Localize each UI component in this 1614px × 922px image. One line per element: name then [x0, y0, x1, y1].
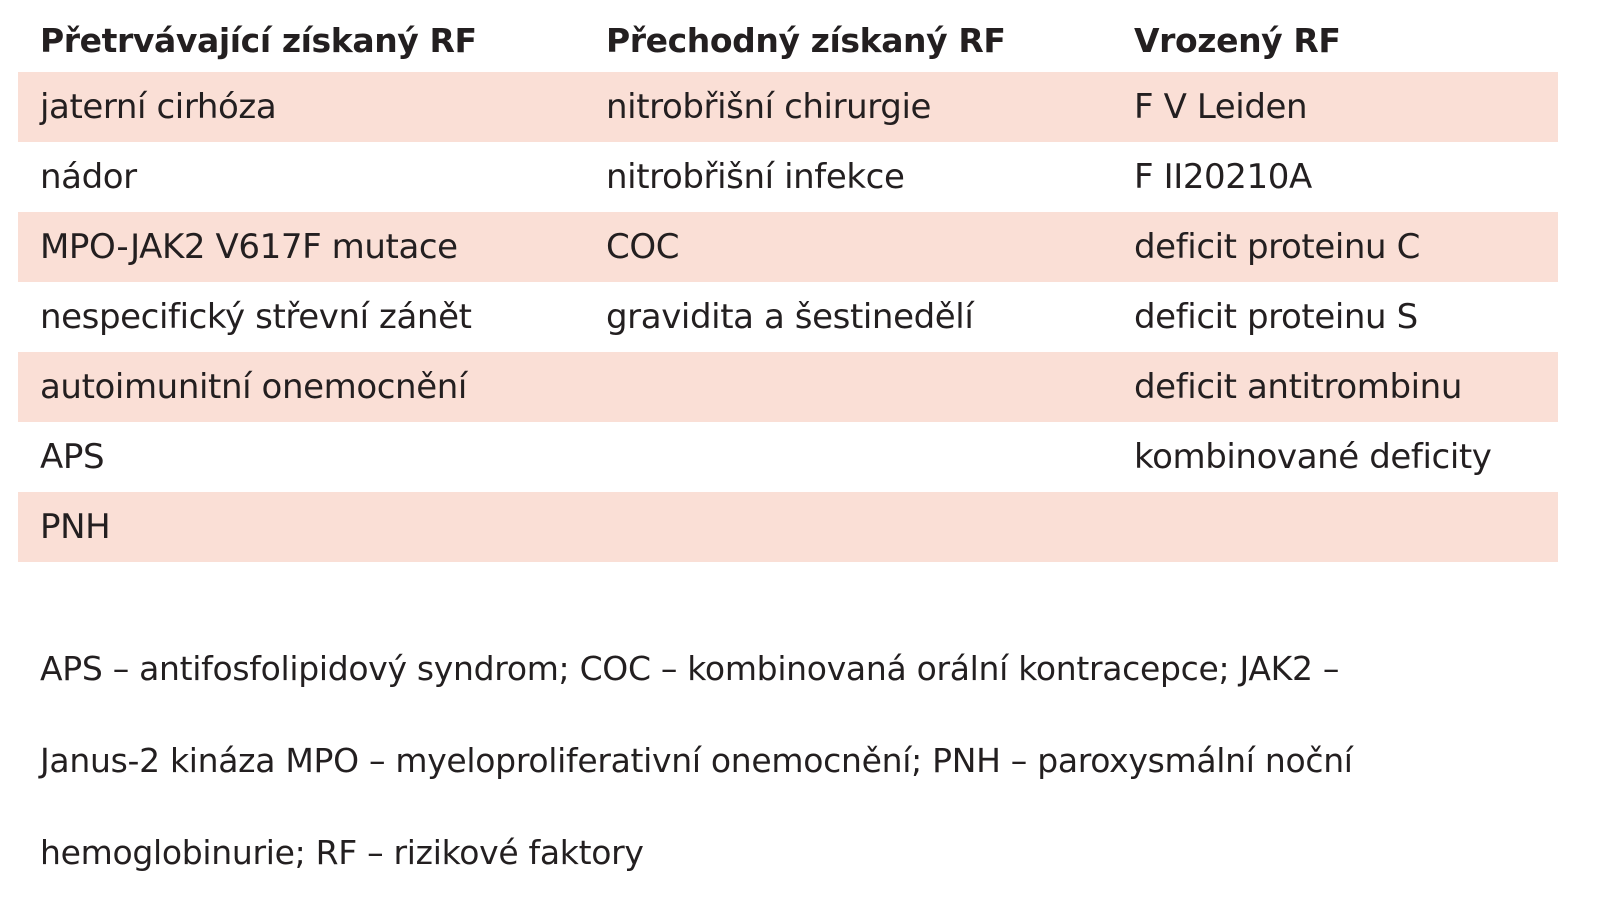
table-cell: MPO-JAK2 V617F mutace	[40, 227, 458, 267]
table-cell: nespecifický střevní zánět	[40, 297, 472, 337]
table-cell: APS	[40, 437, 105, 477]
table-cell: kombinované deficity	[1134, 437, 1492, 477]
header-transient-acquired: Přechodný získaný RF	[606, 21, 1006, 60]
table-cell: gravidita a šestinedělí	[606, 297, 974, 337]
table-cell: nitrobřišní infekce	[606, 157, 905, 197]
table-footnote	[40, 600, 1540, 922]
footnote-line: hemoglobinurie; RF – rizikové faktory	[40, 833, 644, 872]
table-cell: COC	[606, 227, 680, 267]
table-cell: deficit proteinu C	[1134, 227, 1420, 267]
header-congenital: Vrozený RF	[1134, 21, 1341, 60]
table-cell: nitrobřišní chirurgie	[606, 87, 932, 127]
table-cell: jaterní cirhóza	[40, 87, 277, 127]
footnote-line: APS – antifosfolipidový syndrom; COC – kombinovaná orální kontracepce; JAK2 –	[40, 649, 1340, 688]
table-header-row	[18, 10, 1558, 72]
table-row	[18, 142, 1558, 212]
footnote-line: Janus-2 kináza MPO – myeloproliferativní onemocnění; PNH – paroxysmální noční	[40, 741, 1353, 780]
table-cell: PNH	[40, 507, 111, 547]
table-cell: deficit antitrombinu	[1134, 367, 1462, 407]
table-row	[18, 72, 1558, 142]
table-row	[18, 422, 1558, 492]
table-cell: nádor	[40, 157, 137, 197]
table-row	[18, 212, 1558, 282]
table-row	[18, 282, 1558, 352]
table-cell: autoimunitní onemocnění	[40, 367, 467, 407]
table-cell: deficit proteinu S	[1134, 297, 1418, 337]
risk-factor-table	[18, 10, 1558, 562]
table-cell: F V Leiden	[1134, 87, 1308, 127]
table-cell: F II20210A	[1134, 157, 1312, 197]
table-row	[18, 492, 1558, 562]
header-persistent-acquired: Přetrvávající získaný RF	[40, 21, 477, 60]
table-row	[18, 352, 1558, 422]
